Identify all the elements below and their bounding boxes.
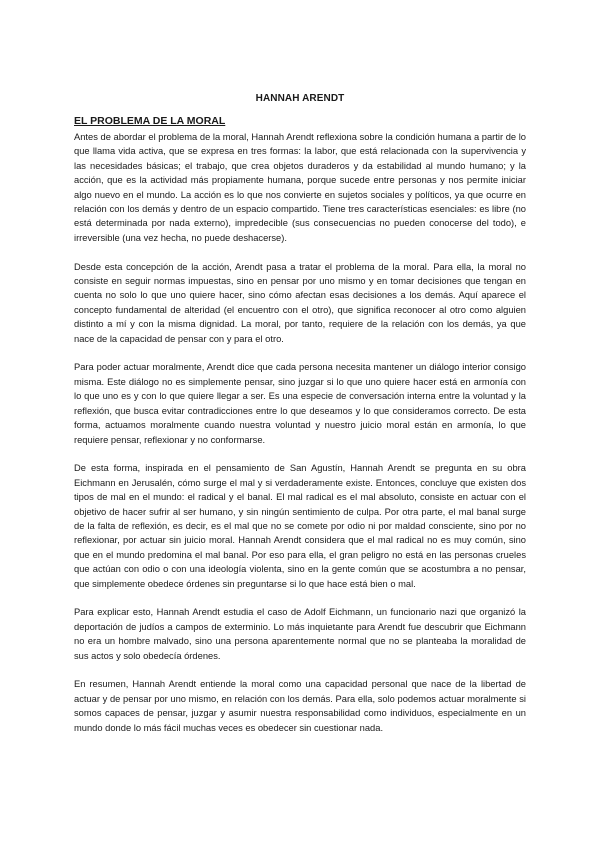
paragraph-3: Para poder actuar moralmente, Arendt dice que cada persona necesita mantener un diálogo interior consigo misma. Este diálogo no es simplemente pensar, sino juzgar si lo que uno quiere hacer está en armonía con lo que uno es y con lo que quiere llegar a ser. Es una especie de conversación interna entre la voluntad y la reflexión, que busca evitar contradicciones entre lo que deseamos y lo que consideramos correcto. De esta forma, actuamos moralmente cuando nuestra voluntad y nuestro juicio moral están en armonía, lo que requiere pensar, reflexionar y no conformarse.	[74, 362, 526, 445]
paragraph-1: Antes de abordar el problema de la moral, Hannah Arendt reflexiona sobre la condición humana a partir de lo que llama vida activa, que se expresa en tres formas: la labor, que está relacionada con la supervivencia y las necesidades básicas; el trabajo, que crea objetos duraderos y da estabilidad al mundo humano; y la acción, que es la actividad más propiamente humana, porque sucede entre personas y nos permite iniciar algo nuevo en el mundo. La acción es lo que nos convierte en sujetos sociales y políticos, ya que ocurre en relación con los demás y dentro de un espacio compartido. Tiene tres características esenciales: es libre (no está determinada por nada externo), impredecible (sus consecuencias no pueden conocerse del todo), e irreversible (una vez hecha, no puede deshacerse).	[74, 132, 526, 243]
paragraph-6: En resumen, Hannah Arendt entiende la moral como una capacidad personal que nace de la libertad de actuar y de pensar por uno mismo, en relación con los demás. Para ella, solo podemos actuar moralmente si somos capaces de pensar, juzgar y asumir nuestra responsabilidad como individuos, especialmente en un mundo donde lo más fácil muchas veces es obedecer sin cuestionar nada.	[74, 679, 526, 733]
paragraph-5: Para explicar esto, Hannah Arendt estudia el caso de Adolf Eichmann, un funcionario nazi que organizó la deportación de judíos a campos de exterminio. Lo más inquietante para Arendt fue descubrir que Eichmann no era un hombre malvado, sino una persona aparentemente normal que no se planteaba la moralidad de sus actos y solo obedecía órdenes.	[74, 607, 526, 661]
paragraph-4: De esta forma, inspirada en el pensamiento de San Agustín, Hannah Arendt se pregunta en su obra Eichmann en Jerusalén, cómo surge el mal y si verdaderamente existe. Entonces, concluye que existen dos tipos de mal en el mundo: el radical y el banal. El mal radical es el mal absoluto, consiste en actuar con el objetivo de hacer sufrir al ser humano, y sin ningún sentimiento de culpa. Por otra parte, el mal banal surge de la falta de reflexión, es decir, es el mal que no se comete por odio ni por maldad consciente, sino por no reflexionar, por actuar sin juicio moral. Hannah Arendt considera que el mal radical no es muy común, sino que en el mundo predomina el mal banal. Por eso para ella, el gran peligro no está en las personas crueles que actúan con odio o con una ideología violenta, sino en la gente común que se acostumbra a no pensar, que simplemente obedece órdenes sin preguntarse si lo que hace está bien o mal.	[74, 463, 526, 589]
document-body	[74, 130, 526, 749]
section-heading: EL PROBLEMA DE LA MORAL	[74, 115, 226, 127]
document-title: HANNAH ARENDT	[255, 93, 345, 104]
paragraph-2: Desde esta concepción de la acción, Arendt pasa a tratar el problema de la moral. Para ella, la moral no consiste en seguir normas impuestas, sino en pensar por uno mismo y en tomar decisiones que tengan en cuenta no solo lo que uno quiere hacer, sino cómo afectan esas decisiones a los demás. Aquí aparece el concepto fundamental de alteridad (el encuentro con el otro), que significa reconocer al otro como alguien distinto a mí y con la misma dignidad. La moral, por tanto, requiere de la relación con los demás, ya que nace de la capacidad de pensar con y para el otro.	[74, 261, 526, 344]
